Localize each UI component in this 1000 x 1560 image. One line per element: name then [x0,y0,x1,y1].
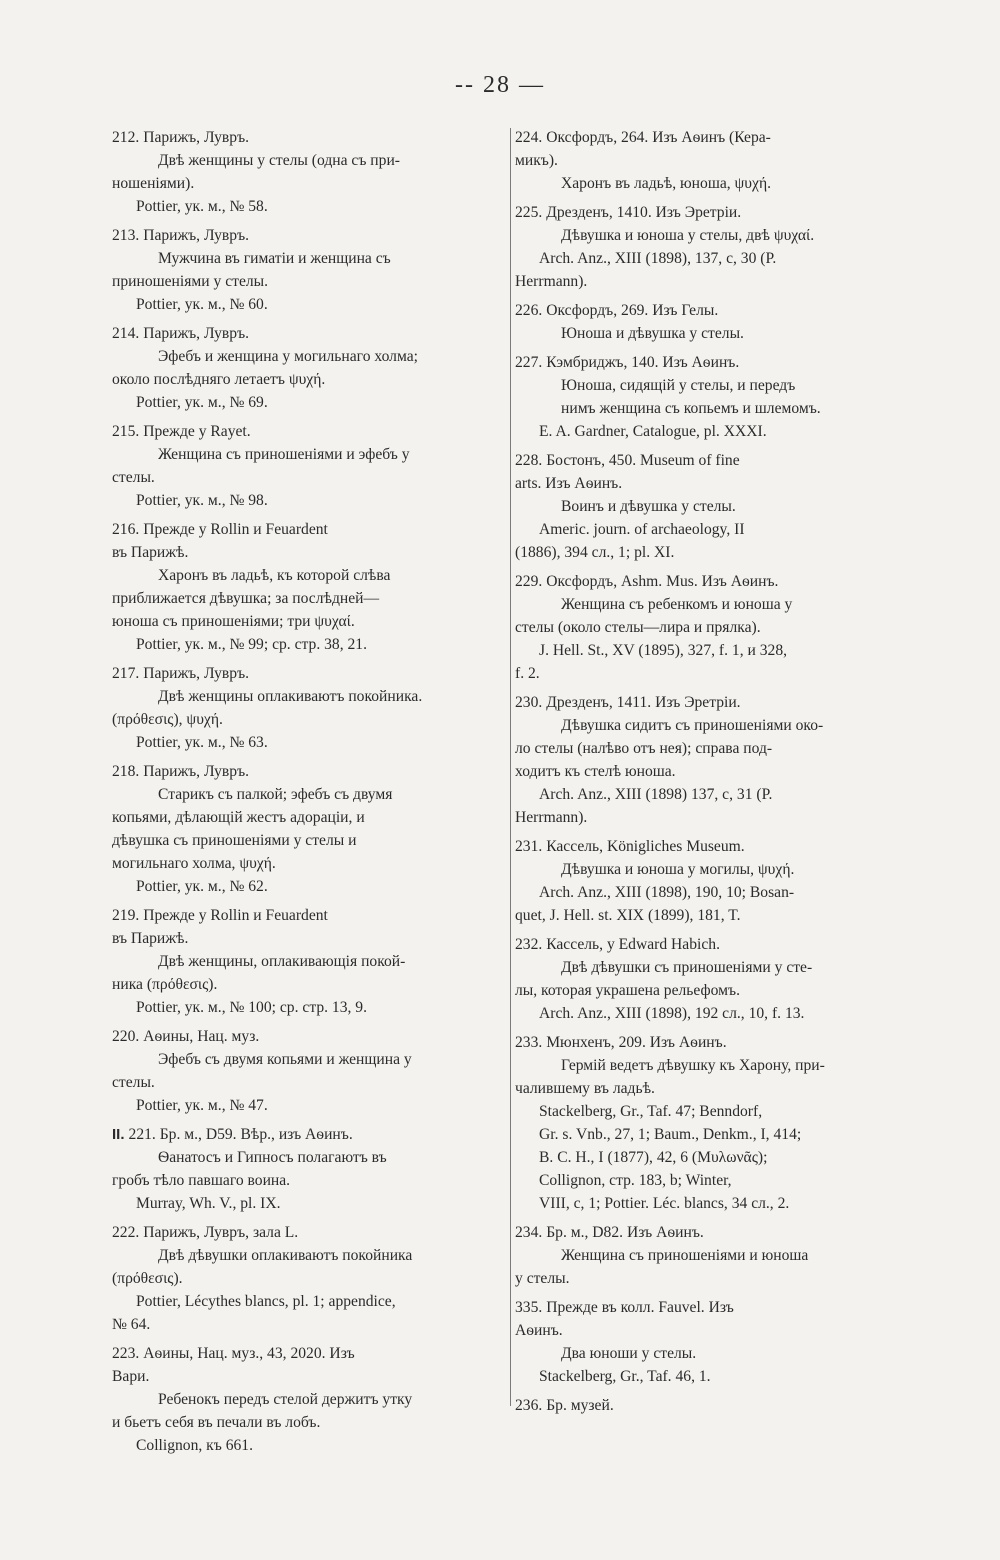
line-text: Аѳинъ. [515,1322,563,1339]
line-text: Ребенокъ передъ стелой держитъ утку [158,1391,413,1408]
line-text: № 64. [112,1316,151,1333]
line-text: 225. Дрезденъ, 1410. Изъ Эретріи. [515,204,742,221]
line-text: 222. Парижъ, Лувръ, зала L. [112,1224,299,1241]
right-column [515,126,910,1423]
entry-line [112,829,504,852]
entry-line [112,195,504,218]
line-text: (1886), 394 сл., 1; pl. XI. [515,544,675,561]
entry-line [112,685,504,708]
catalog-entry-227 [515,351,910,443]
entry-line [515,1192,910,1215]
line-text: Arch. Anz., XIII (1898), 190, 10; Bosan- [539,884,795,901]
entry-line [515,1146,910,1169]
entry-line [515,270,910,293]
entry-heading [515,126,910,149]
entry-heading [112,420,504,443]
line-text: arts. Изъ Аѳинъ. [515,475,623,492]
entry-heading [515,1394,910,1417]
entry-heading [112,760,504,783]
line-text: Collignon, стр. 183, b; Winter, [539,1172,732,1189]
entry-line [515,247,910,270]
entry-line [515,662,910,685]
line-text: Pottier, ук. м., № 62. [136,878,268,895]
line-text: юноша съ приношеніями; три ψυχαί. [112,613,355,630]
column-divider [510,128,511,1406]
line-text: микъ). [515,152,558,169]
entry-line [112,466,504,489]
entry-line [112,610,504,633]
line-text: Двѣ женщины, оплакивающія покой- [158,953,406,970]
entry-line [112,973,504,996]
catalog-entry-234 [515,1221,910,1290]
entry-line [112,391,504,414]
entry-line [112,875,504,898]
entry-line [112,1290,504,1313]
entry-line [112,1244,504,1267]
line-text: ношеніями). [112,175,195,192]
line-text: Дѣвушка сидитъ съ приношеніями око- [561,717,824,734]
line-text: Arch. Anz., XIII (1898) 137, c, 31 (P. [539,786,773,803]
entry-line [515,593,910,616]
entry-heading [515,201,910,224]
entry-heading [515,933,910,956]
catalog-entry-220 [112,1025,504,1117]
catalog-entry-335 [515,1296,910,1388]
entry-line [112,489,504,512]
line-text: Юноша и дѣвушка у стелы. [561,325,744,342]
catalog-entry-215 [112,420,504,512]
line-text: Pottier, ук. м., № 58. [136,198,268,215]
line-text: Женщина съ приношеніями и юноша [561,1247,809,1264]
line-text: 226. Оксфордъ, 269. Изъ Гелы. [515,302,719,319]
entry-heading [112,322,504,345]
entry-heading [112,1123,504,1146]
entry-line [515,1365,910,1388]
line-text: ника (πρόθεσις). [112,976,218,993]
catalog-entry-218 [112,760,504,898]
entry-heading [112,518,504,541]
entry-line [112,708,504,731]
entry-line [515,518,910,541]
catalog-entry-221 [112,1123,504,1215]
entry-heading [515,351,910,374]
line-text: quet, J. Hell. st. XIX (1899), 181, T. [515,907,741,924]
entry-line [515,639,910,662]
line-text: E. A. Gardner, Catalogue, pl. XXXI. [539,423,767,440]
line-text: Двѣ женщины оплакиваютъ покойника. [158,688,423,705]
line-text: 228. Бостонъ, 450. Museum of fine [515,452,740,469]
line-text: гробъ тѣло павшаго воина. [112,1172,291,1189]
entry-line [515,1123,910,1146]
line-text: нимъ женщина съ копьемъ и шлемомъ. [561,400,821,417]
line-text: Pottier, Lécythes blancs, pl. 1; appendice, [136,1293,396,1310]
entry-line [515,1319,910,1342]
line-text: Двѣ женщины у стелы (одна съ при- [158,152,400,169]
entry-line [112,172,504,195]
catalog-entry-232 [515,933,910,1025]
line-text: чалившему въ ладьѣ. [515,1080,655,1097]
entry-heading [515,835,910,858]
line-text: 219. Прежде у Rollin и Feuardent [112,907,328,924]
entry-heading [515,299,910,322]
line-text: Pottier, ук. м., № 63. [136,734,268,751]
catalog-entry-217 [112,662,504,754]
entry-line [515,397,910,420]
catalog-entry-213 [112,224,504,316]
line-text: Двѣ дѣвушки оплакиваютъ покойника [158,1247,413,1264]
entry-line [515,541,910,564]
line-text: ходитъ къ стелѣ юноша. [515,763,676,780]
catalog-entry-223 [112,1342,504,1457]
entry-heading [112,662,504,685]
entry-line [112,852,504,875]
entry-line [515,149,910,172]
line-text: стелы. [112,469,155,486]
entry-heading [112,904,504,927]
entry-heading [112,126,504,149]
line-text: Murray, Wh. V., pl. IX. [136,1195,281,1212]
catalog-entry-231 [515,835,910,927]
catalog-entry-230 [515,691,910,829]
entry-line [112,1048,504,1071]
entry-heading [515,691,910,714]
entry-line [112,1313,504,1336]
entry-line [515,472,910,495]
entry-line [112,247,504,270]
line-text: 218. Парижъ, Лувръ. [112,763,250,780]
section-mark: II. [112,1126,125,1143]
line-text: въ Парижѣ. [112,544,189,561]
entry-line [515,783,910,806]
line-text: Два юноши у стелы. [561,1345,697,1362]
entry-line [112,806,504,829]
entry-line [515,737,910,760]
line-text: Pottier, ук. м., № 100; ср. стр. 13, 9. [136,999,368,1016]
line-text: Дѣвушка и юноша у стелы, двѣ ψυχαί. [561,227,815,244]
line-text: Юноша, сидящій у стелы, и передъ [561,377,796,394]
line-text: VIII, c, 1; Pottier. Léc. blancs, 34 сл., 2. [539,1195,790,1212]
entry-line [112,368,504,391]
entry-line [515,374,910,397]
line-text: 216. Прежде у Rollin и Feuardent [112,521,328,538]
entry-line [112,149,504,172]
entry-line [112,927,504,950]
line-text: 231. Кассель, Königliches Museum. [515,838,745,855]
catalog-entry-233 [515,1031,910,1215]
entry-heading [515,1221,910,1244]
line-text: Pottier, ук. м., № 69. [136,394,268,411]
catalog-entry-224 [515,126,910,195]
line-text: лы, которая украшена рельефомъ. [515,982,740,999]
catalog-entry-214 [112,322,504,414]
entry-line [112,270,504,293]
line-text: (πρόθεσις), ψυχή. [112,711,223,728]
line-text: ло стелы (налѣво отъ нея); справа под- [515,740,773,757]
left-column [112,126,504,1463]
line-text: Arch. Anz., XIII (1898), 192 сл., 10, f. 13. [539,1005,805,1022]
entry-heading [112,224,504,247]
line-text: Эфебъ и женщина у могильнаго холма; [158,348,418,365]
line-text: Arch. Anz., XIII (1898), 137, c, 30 (P. [539,250,777,267]
entry-line [112,587,504,610]
line-text: Collignon, къ 661. [136,1437,254,1454]
entry-line [112,950,504,973]
line-text: Herrmann). [515,273,588,290]
line-text: Дѣвушка и юноша у могилы, ψυχή. [561,861,795,878]
entry-line [515,881,910,904]
entry-line [112,1365,504,1388]
entry-line [112,1071,504,1094]
catalog-entry-222 [112,1221,504,1336]
entry-line [112,1388,504,1411]
entry-line [515,1244,910,1267]
entry-line [515,322,910,345]
line-text: стелы (около стелы—лира и прялка). [515,619,761,636]
entry-line [515,172,910,195]
line-text: въ Парижѣ. [112,930,189,947]
line-text: 217. Парижъ, Лувръ. [112,665,250,682]
line-text: у стелы. [515,1270,570,1287]
line-text: J. Hell. St., XV (1895), 327, f. 1, и 328, [539,642,788,659]
line-text: B. C. H., I (1877), 42, 6 (Μυλωνᾶς); [539,1149,768,1166]
line-text: 221. Бр. м., D59. Вѣр., изъ Аѳинъ. [128,1126,353,1143]
line-text: Вари. [112,1368,150,1385]
line-text: 215. Прежде у Rayet. [112,423,251,440]
line-text: 213. Парижъ, Лувръ. [112,227,250,244]
entry-line [515,806,910,829]
entry-line [112,345,504,368]
line-text: Харонъ въ ладьѣ, къ которой слѣва [158,567,391,584]
entry-line [112,996,504,1019]
catalog-entry-228 [515,449,910,564]
line-text: могильнаго холма, ψυχή. [112,855,276,872]
line-text: Gr. s. Vnb., 27, 1; Baum., Denkm., I, 414; [539,1126,802,1143]
line-text: около послѣдняго летаетъ ψυχή. [112,371,326,388]
line-text: приближается дѣвушка; за послѣдней— [112,590,380,607]
entry-line [112,564,504,587]
entry-line [515,1002,910,1025]
line-text: (πρόθεσις). [112,1270,183,1287]
entry-line [515,1077,910,1100]
line-text: Pottier, ук. м., № 99; ср. стр. 38, 21. [136,636,368,653]
line-text: Эфебъ съ двумя копьями и женщина у [158,1051,412,1068]
entry-line [515,714,910,737]
entry-heading [112,1025,504,1048]
catalog-entry-229 [515,570,910,685]
entry-line [515,420,910,443]
line-text: 227. Кэмбриджъ, 140. Изъ Аѳинъ. [515,354,740,371]
entry-heading [515,1296,910,1319]
catalog-entry-225 [515,201,910,293]
line-text: Женщина съ приношеніями и эфебъ у [158,446,410,463]
entry-line [515,1054,910,1077]
line-text: Stackelberg, Gr., Taf. 47; Benndorf, [539,1103,763,1120]
entry-heading [112,1221,504,1244]
line-text: Pottier, ук. м., № 47. [136,1097,268,1114]
entry-line [112,1094,504,1117]
line-text: Старикъ съ палкой; эфебъ съ двумя [158,786,393,803]
line-text: 230. Дрезденъ, 1411. Изъ Эретріи. [515,694,741,711]
entry-line [515,904,910,927]
entry-line [515,495,910,518]
line-text: и бьетъ себя въ печали въ лобъ. [112,1414,321,1431]
line-text: Женщина съ ребенкомъ и юноша у [561,596,793,613]
entry-line [515,858,910,881]
line-text: 236. Бр. музей. [515,1397,614,1414]
line-text: 212. Парижъ, Лувръ. [112,129,250,146]
entry-heading [515,1031,910,1054]
line-text: Ѳанатосъ и Гипносъ полагаютъ въ [158,1149,387,1166]
entry-line [112,293,504,316]
line-text: Stackelberg, Gr., Taf. 46, 1. [539,1368,711,1385]
line-text: Herrmann). [515,809,588,826]
catalog-entry-226 [515,299,910,345]
line-text: Мужчина въ гиматіи и женщина съ [158,250,391,267]
entry-line [515,956,910,979]
entry-line [112,1146,504,1169]
line-text: Воинъ и дѣвушка у стелы. [561,498,736,515]
entry-line [112,1411,504,1434]
line-text: 233. Мюнхенъ, 209. Изъ Аѳинъ. [515,1034,727,1051]
line-text: Pottier, ук. м., № 60. [136,296,268,313]
entry-line [515,1169,910,1192]
entry-line [112,731,504,754]
line-text: 234. Бр. м., D82. Изъ Аѳинъ. [515,1224,704,1241]
entry-line [515,1342,910,1365]
line-text: Pottier, ук. м., № 98. [136,492,268,509]
page-number: -- 28 — [455,72,545,98]
entry-line [515,1100,910,1123]
line-text: 335. Прежде въ колл. Fauvel. Изъ [515,1299,734,1316]
line-text: приношеніями у стелы. [112,273,269,290]
entry-line [515,760,910,783]
entry-line [112,633,504,656]
entry-line [112,1192,504,1215]
line-text: дѣвушка съ приношеніями у стелы и [112,832,357,849]
entry-line [112,783,504,806]
entry-line [515,224,910,247]
line-text: 229. Оксфордъ, Ashm. Mus. Изъ Аѳинъ. [515,573,779,590]
line-text: стелы. [112,1074,155,1091]
entry-line [112,1434,504,1457]
entry-line [515,1267,910,1290]
catalog-entry-219 [112,904,504,1019]
entry-line [112,1267,504,1290]
line-text: Харонъ въ ладьѣ, юноша, ψυχή. [561,175,772,192]
line-text: копьями, дѣлающій жестъ адораціи, и [112,809,365,826]
entry-line [515,979,910,1002]
line-text: 223. Аѳины, Нац. муз., 43, 2020. Изъ [112,1345,355,1362]
catalog-entry-236 [515,1394,910,1417]
line-text: f. 2. [515,665,540,682]
line-text: Двѣ дѣвушки съ приношеніями у сте- [561,959,813,976]
line-text: Гермій ведетъ дѣвушку къ Харону, при- [561,1057,825,1074]
catalog-entry-212 [112,126,504,218]
line-text: 220. Аѳины, Нац. муз. [112,1028,260,1045]
line-text: 214. Парижъ, Лувръ. [112,325,250,342]
line-text: 232. Кассель, у Edward Habich. [515,936,720,953]
catalog-entry-216 [112,518,504,656]
line-text: Americ. journ. of archaeology, II [539,521,745,538]
entry-line [515,616,910,639]
entry-line [112,1169,504,1192]
entry-heading [515,449,910,472]
entry-heading [515,570,910,593]
entry-heading [112,1342,504,1365]
line-text: 224. Оксфордъ, 264. Изъ Аѳинъ (Кера- [515,129,771,146]
entry-line [112,541,504,564]
entry-line [112,443,504,466]
